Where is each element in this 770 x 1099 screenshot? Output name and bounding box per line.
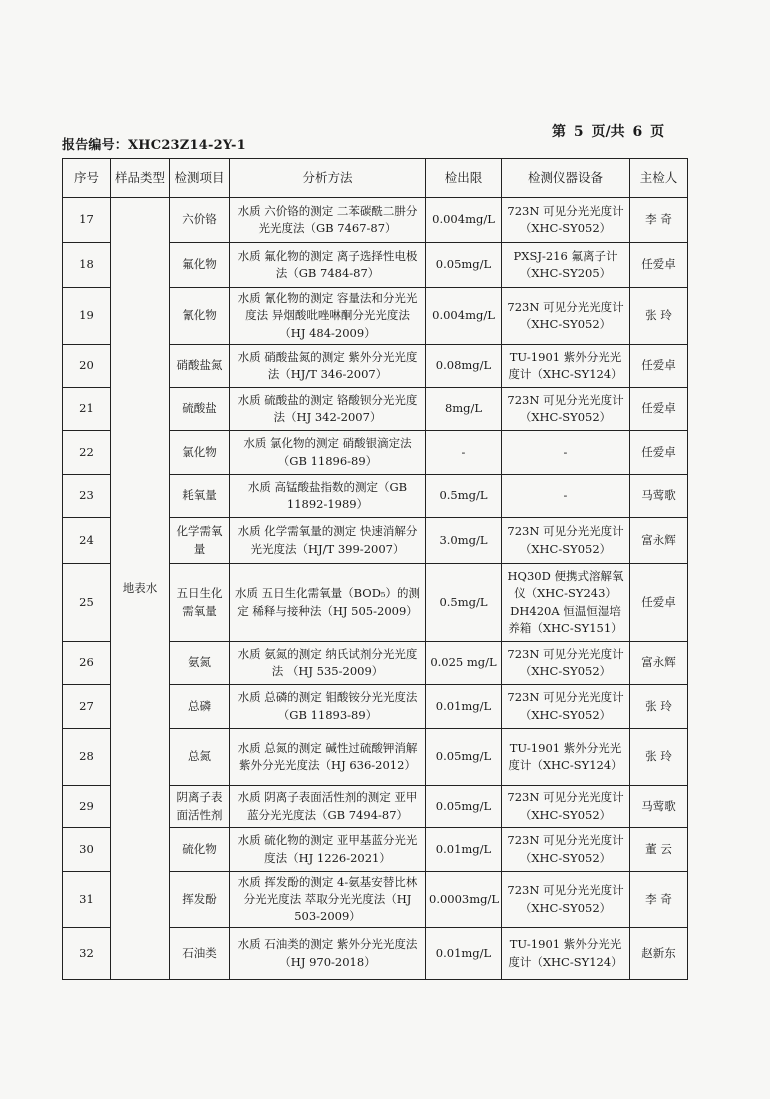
test-item-cell: 氯化物 — [170, 431, 230, 475]
analysis-method-cell: 水质 氟化物的测定 离子选择性电极法（GB 7484-87） — [230, 243, 426, 288]
instrument-cell: HQ30D 便携式溶解氧仪（XHC-SY243）DH420A 恒温恒湿培养箱（XHC-SY151） — [502, 564, 630, 642]
row-number-cell: 21 — [63, 388, 111, 431]
inspector-cell: 李 奇 — [630, 198, 688, 243]
col-header-no: 序号 — [63, 159, 111, 198]
detection-limit-cell: 0.08mg/L — [426, 345, 502, 388]
analysis-method-cell: 水质 挥发酚的测定 4-氨基安替比林分光光度法 萃取分光光度法（HJ 503-2009） — [230, 872, 426, 928]
sample-type-cell: 地表水 — [111, 198, 170, 980]
row-number-cell: 20 — [63, 345, 111, 388]
page-indicator: 第 5 页/共 6 页 — [552, 124, 665, 140]
analysis-method-cell: 水质 六价铬的测定 二苯碳酰二肼分光光度法（GB 7467-87） — [230, 198, 426, 243]
detection-limit-cell: 0.05mg/L — [426, 243, 502, 288]
instrument-cell: 723N 可见分光光度计（XHC-SY052） — [502, 198, 630, 243]
detection-limit-cell: 0.5mg/L — [426, 475, 502, 518]
test-item-cell: 五日生化需氧量 — [170, 564, 230, 642]
analysis-method-cell: 水质 化学需氧量的测定 快速消解分光光度法（HJ/T 399-2007） — [230, 518, 426, 564]
analysis-method-cell: 水质 氰化物的测定 容量法和分光光度法 异烟酸吡唑啉酮分光光度法（HJ 484-2009） — [230, 288, 426, 345]
instrument-cell: TU-1901 紫外分光光度计（XHC-SY124） — [502, 729, 630, 786]
col-header-sample-type: 样品类型 — [111, 159, 170, 198]
instrument-cell: 723N 可见分光光度计（XHC-SY052） — [502, 518, 630, 564]
detection-limit-cell: 3.0mg/L — [426, 518, 502, 564]
analysis-method-cell: 水质 高锰酸盐指数的测定（GB 11892-1989） — [230, 475, 426, 518]
detection-limit-cell: 0.025 mg/L — [426, 642, 502, 685]
col-header-limit: 检出限 — [426, 159, 502, 198]
test-item-cell: 硫化物 — [170, 828, 230, 872]
inspector-cell: 任爱卓 — [630, 345, 688, 388]
analysis-method-cell: 水质 氯化物的测定 硝酸银滴定法（GB 11896-89） — [230, 431, 426, 475]
row-number-cell: 25 — [63, 564, 111, 642]
instrument-cell: - — [502, 431, 630, 475]
analysis-method-cell: 水质 石油类的测定 紫外分光光度法（HJ 970-2018） — [230, 928, 426, 980]
detection-limit-cell: 0.004mg/L — [426, 198, 502, 243]
analysis-method-cell: 水质 硫化物的测定 亚甲基蓝分光光度法（HJ 1226-2021） — [230, 828, 426, 872]
analysis-method-cell: 水质 五日生化需氧量（BOD₅）的测定 稀释与接种法（HJ 505-2009） — [230, 564, 426, 642]
row-number-cell: 27 — [63, 685, 111, 729]
row-number-cell: 29 — [63, 786, 111, 828]
col-header-inspector: 主检人 — [630, 159, 688, 198]
instrument-cell: 723N 可见分光光度计（XHC-SY052） — [502, 828, 630, 872]
row-number-cell: 32 — [63, 928, 111, 980]
detection-limit-cell: 0.01mg/L — [426, 828, 502, 872]
inspector-cell: 董 云 — [630, 828, 688, 872]
inspector-cell: 任爱卓 — [630, 564, 688, 642]
detection-limit-cell: 0.5mg/L — [426, 564, 502, 642]
row-number-cell: 19 — [63, 288, 111, 345]
test-method-table — [62, 158, 688, 980]
col-header-instrument: 检测仪器设备 — [502, 159, 630, 198]
detection-limit-cell: - — [426, 431, 502, 475]
instrument-cell: - — [502, 475, 630, 518]
test-item-cell: 总磷 — [170, 685, 230, 729]
analysis-method-cell: 水质 硫酸盐的测定 铬酸钡分光光度法（HJ 342-2007） — [230, 388, 426, 431]
report-number: 报告编号：XHC23Z14-2Y-1 — [62, 138, 246, 153]
inspector-cell: 任爱卓 — [630, 388, 688, 431]
inspector-cell: 张 玲 — [630, 288, 688, 345]
inspector-cell: 富永辉 — [630, 518, 688, 564]
instrument-cell: 723N 可见分光光度计（XHC-SY052） — [502, 288, 630, 345]
analysis-method-cell: 水质 总磷的测定 钼酸铵分光光度法（GB 11893-89） — [230, 685, 426, 729]
row-number-cell: 24 — [63, 518, 111, 564]
test-item-cell: 阴离子表面活性剂 — [170, 786, 230, 828]
instrument-cell: 723N 可见分光光度计（XHC-SY052） — [502, 786, 630, 828]
inspector-cell: 李 奇 — [630, 872, 688, 928]
table-header-row — [63, 159, 688, 198]
detection-limit-cell: 0.05mg/L — [426, 786, 502, 828]
test-item-cell: 氨氮 — [170, 642, 230, 685]
test-item-cell: 氰化物 — [170, 288, 230, 345]
test-item-cell: 总氮 — [170, 729, 230, 786]
row-number-cell: 30 — [63, 828, 111, 872]
row-number-cell: 26 — [63, 642, 111, 685]
instrument-cell: TU-1901 紫外分光光度计（XHC-SY124） — [502, 928, 630, 980]
test-item-cell: 耗氧量 — [170, 475, 230, 518]
inspector-cell: 任爱卓 — [630, 431, 688, 475]
detection-limit-cell: 0.05mg/L — [426, 729, 502, 786]
instrument-cell: 723N 可见分光光度计（XHC-SY052） — [502, 685, 630, 729]
detection-limit-cell: 0.01mg/L — [426, 928, 502, 980]
inspector-cell: 张 玲 — [630, 729, 688, 786]
row-number-cell: 23 — [63, 475, 111, 518]
analysis-method-cell: 水质 硝酸盐氮的测定 紫外分光光度法（HJ/T 346-2007） — [230, 345, 426, 388]
col-header-method: 分析方法 — [230, 159, 426, 198]
row-number-cell: 18 — [63, 243, 111, 288]
test-item-cell: 硝酸盐氮 — [170, 345, 230, 388]
test-item-cell: 石油类 — [170, 928, 230, 980]
inspector-cell: 任爱卓 — [630, 243, 688, 288]
analysis-method-cell: 水质 阴离子表面活性剂的测定 亚甲蓝分光光度法（GB 7494-87） — [230, 786, 426, 828]
row-number-cell: 22 — [63, 431, 111, 475]
detection-limit-cell: 0.004mg/L — [426, 288, 502, 345]
test-item-cell: 硫酸盐 — [170, 388, 230, 431]
test-item-cell: 挥发酚 — [170, 872, 230, 928]
inspector-cell: 富永辉 — [630, 642, 688, 685]
analysis-method-cell: 水质 总氮的测定 碱性过硫酸钾消解紫外分光光度法（HJ 636-2012） — [230, 729, 426, 786]
inspector-cell: 马莺歌 — [630, 475, 688, 518]
table-row — [63, 198, 688, 243]
inspector-cell: 马莺歌 — [630, 786, 688, 828]
inspector-cell: 张 玲 — [630, 685, 688, 729]
instrument-cell: 723N 可见分光光度计（XHC-SY052） — [502, 642, 630, 685]
detection-limit-cell: 8mg/L — [426, 388, 502, 431]
test-item-cell: 六价铬 — [170, 198, 230, 243]
instrument-cell: TU-1901 紫外分光光度计（XHC-SY124） — [502, 345, 630, 388]
test-item-cell: 化学需氧量 — [170, 518, 230, 564]
detection-limit-cell: 0.0003mg/L — [426, 872, 502, 928]
row-number-cell: 28 — [63, 729, 111, 786]
col-header-item: 检测项目 — [170, 159, 230, 198]
analysis-method-cell: 水质 氨氮的测定 纳氏试剂分光光度法 （HJ 535-2009） — [230, 642, 426, 685]
instrument-cell: PXSJ-216 氟离子计（XHC-SY205） — [502, 243, 630, 288]
instrument-cell: 723N 可见分光光度计（XHC-SY052） — [502, 872, 630, 928]
instrument-cell: 723N 可见分光光度计（XHC-SY052） — [502, 388, 630, 431]
inspector-cell: 赵新东 — [630, 928, 688, 980]
row-number-cell: 31 — [63, 872, 111, 928]
test-item-cell: 氟化物 — [170, 243, 230, 288]
detection-limit-cell: 0.01mg/L — [426, 685, 502, 729]
row-number-cell: 17 — [63, 198, 111, 243]
